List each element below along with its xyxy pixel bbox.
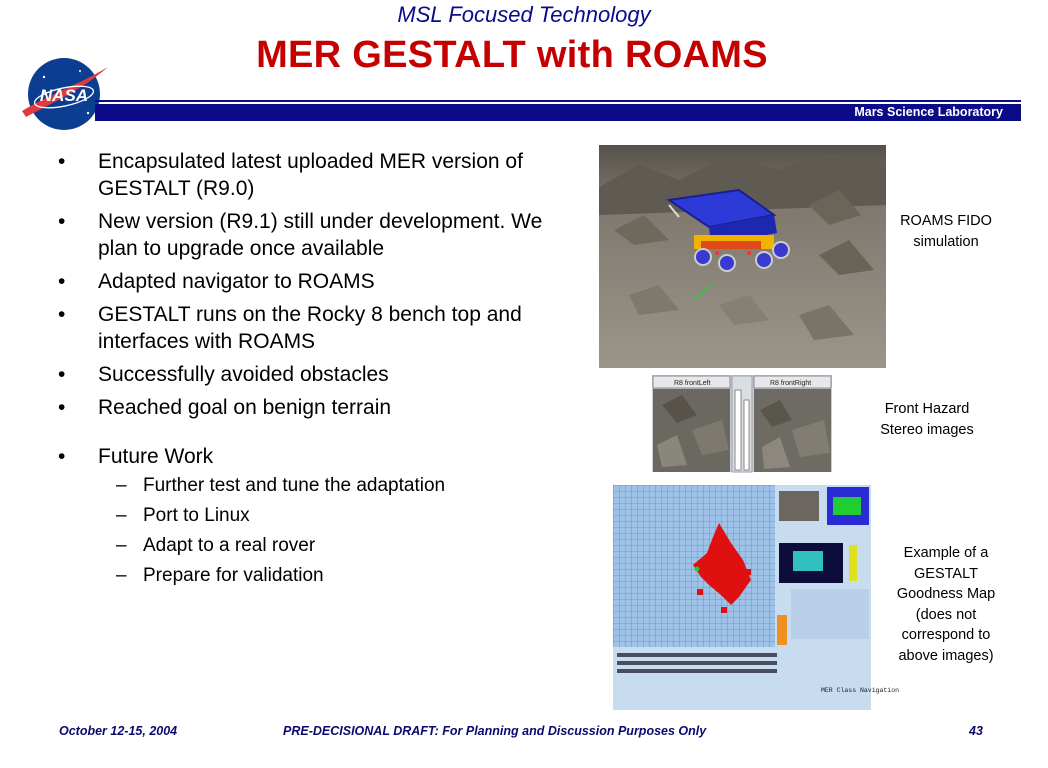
map-caption: MER Class Navigation — [821, 687, 900, 694]
future-work-label: Future Work — [98, 445, 214, 468]
sub-list-item: – Prepare for validation — [98, 564, 568, 588]
list-item: • Encapsulated latest uploaded MER version of GESTALT (R9.0) — [58, 148, 568, 202]
future-work-item — [58, 443, 568, 588]
header-bar — [95, 100, 1021, 122]
footer-date: October 12-15, 2004 — [59, 724, 178, 738]
stereo-right-label: R8 frontRight — [770, 380, 812, 387]
list-item: • GESTALT runs on the Rocky 8 bench top and interfaces with ROAMS — [58, 301, 568, 355]
caption-hazard: Front Hazard Stereo images — [880, 401, 974, 438]
future-work-list — [98, 474, 568, 588]
mission-label: Mars Science Laboratory — [854, 105, 1003, 119]
sub-list-item: – Adapt to a real rover — [98, 534, 568, 558]
caption-goodness: Example of a GESTALT Goodness Map (does not correspond to above images) — [896, 545, 996, 664]
slide-subtitle: MSL Focused Technology — [397, 2, 651, 27]
list-item: • Reached goal on benign terrain — [58, 394, 568, 421]
slide-title: MER GESTALT with ROAMS — [256, 34, 768, 76]
nasa-logo-text: NASA — [39, 86, 89, 105]
list-item: • Adapted navigator to ROAMS — [58, 268, 568, 295]
caption-roams: ROAMS FIDO simulation — [900, 213, 992, 250]
stereo-images — [652, 375, 832, 472]
sub-list-item: – Further test and tune the adaptation — [98, 474, 568, 498]
page-number: 43 — [969, 724, 983, 738]
list-item: • New version (R9.1) still under development. We plan to upgrade once available — [58, 208, 568, 262]
sub-list-item: – Port to Linux — [98, 504, 568, 528]
footer-notice: PRE-DECISIONAL DRAFT: For Planning and Discussion Purposes Only — [283, 724, 707, 738]
roams-simulation-image — [599, 145, 886, 368]
stereo-left-label: R8 frontLeft — [674, 380, 711, 387]
list-item: • Successfully avoided obstacles — [58, 361, 568, 388]
goodness-map-image — [613, 485, 900, 710]
bullet-list — [58, 148, 568, 594]
